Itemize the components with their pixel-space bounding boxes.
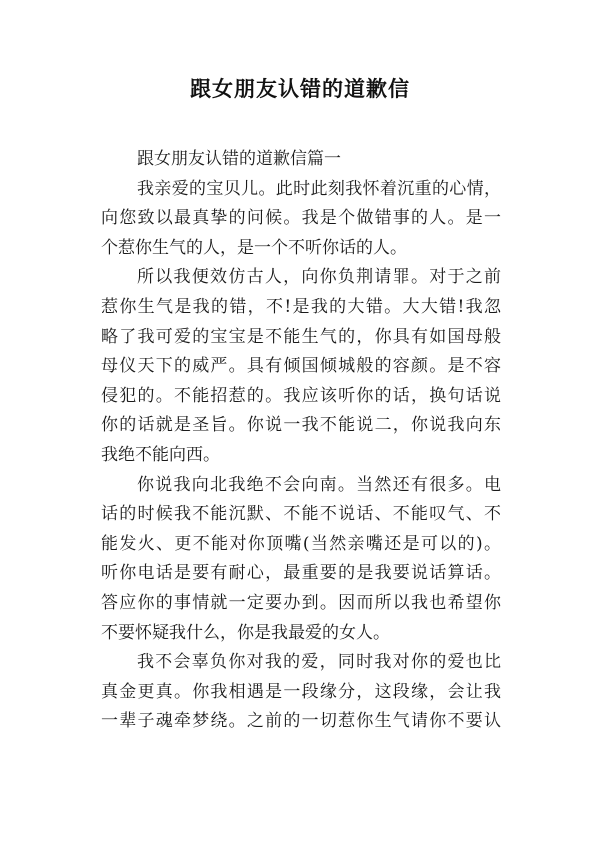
text-line: 不要怀疑我什么，你是我最爱的女人。 [101, 622, 390, 643]
text-line: 真金更真。你我相遇是一段缘分，这段缘，会让我 [101, 681, 501, 702]
text-line: 侵犯的。不能招惹的。我应该听你的话，换句话说 [101, 385, 501, 406]
text-line: 我不会辜负你对我的爱，同时我对你的爱也比 [137, 652, 501, 673]
document-title: 跟女朋友认错的道歉信 [190, 77, 410, 101]
text-line: 听你电话是要有耐心，最重要的是我要说话算话。 [101, 563, 501, 584]
text-line: 答应你的事情就一定要办到。因而所以我也希望你 [101, 592, 501, 613]
text-line: 我亲爱的宝贝儿。此时此刻我怀着沉重的心情， [137, 178, 501, 199]
text-line: 略了我可爱的宝宝是不能生气的，你具有如国母般 [101, 326, 501, 347]
text-line: 所以我便效仿古人，向你负荆请罪。对于之前 [137, 267, 501, 288]
text-line: 个惹你生气的人，是一个不听你话的人。 [101, 237, 407, 258]
text-line: 话的时候我不能沉默、不能不说话、不能叹气、不 [101, 504, 501, 525]
text-line: 我绝不能向西。 [101, 444, 220, 465]
letter-body [101, 145, 501, 737]
text-line: 惹你生气是我的错，不!是我的大错。大大错!我忽 [101, 296, 501, 317]
text-line: 向您致以最真挚的问候。我是个做错事的人。是一 [101, 208, 501, 229]
text-line: 你说我向北我绝不会向南。当然还有很多。电 [137, 474, 501, 495]
text-line: 你的话就是圣旨。你说一我不能说二，你说我向东 [101, 415, 501, 436]
text-line: 一辈子魂牵梦绕。之前的一切惹你生气请你不要认 [101, 711, 501, 732]
text-line: 跟女朋友认错的道歉信篇一 [137, 149, 341, 169]
text-line: 能发火、更不能对你顶嘴(当然亲嘴还是可以的)。 [101, 533, 501, 554]
text-line: 母仪天下的威严。具有倾国倾城般的容颜。是不容 [101, 356, 501, 377]
